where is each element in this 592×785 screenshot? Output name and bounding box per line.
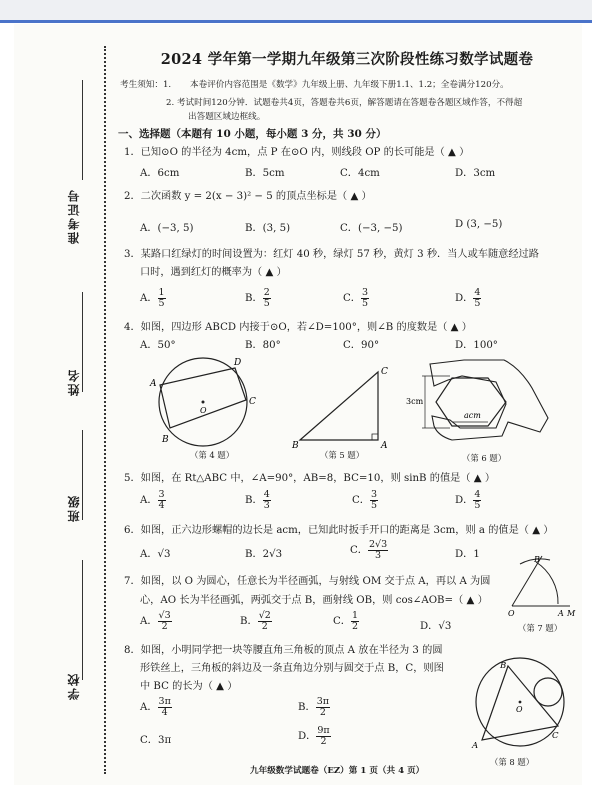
- q1-stem: 1．已知⊙O 的半径为 4cm，点 P 在⊙O 内，则线段 OP 的长可能是（ ▲ ）: [124, 147, 470, 158]
- fig5-label-a: A: [381, 441, 388, 451]
- q3-a-num: 1: [158, 287, 165, 298]
- q6-option-a: A．√3: [140, 549, 171, 560]
- q4-option-d: D．100°: [455, 340, 498, 351]
- fig4-label-o: O: [200, 406, 207, 415]
- q5-b-letter: B．: [245, 495, 263, 506]
- q3-option-d: [455, 288, 481, 308]
- q7-b-fraction: [258, 611, 272, 631]
- fig7-label-b: B: [534, 555, 540, 564]
- q5-c-den: 5: [370, 499, 378, 511]
- q8-option-c: C．3π: [140, 735, 172, 746]
- q8-b-den: 2: [319, 706, 326, 718]
- fig4-label-b: B: [162, 435, 169, 445]
- q3-stem-line1: 3．某路口红绿灯的时间设置为：红灯 40 秒，绿灯 57 秒，黄灯 3 秒．当人或车随意经过路: [124, 249, 539, 260]
- q2-option-a: A．(−3, 5): [140, 223, 194, 234]
- q2-option-b: B．(3, 5): [245, 223, 291, 234]
- q7-option-b: [240, 611, 272, 631]
- fig8-label-b: B: [500, 661, 507, 671]
- tab-accent-strip: [0, 20, 592, 23]
- q5-option-d: [455, 490, 481, 510]
- q8-stem-line2: 形铁丝上，三角板的斜边及一条直角边分别与圆交于点 B，C，则图: [140, 663, 444, 674]
- q5-a-letter: A．: [140, 495, 158, 506]
- exam-title: 2024 学年第一学期九年级第三次阶段性练习数学试题卷: [160, 51, 534, 68]
- q8-a-letter: A．: [140, 702, 158, 713]
- fig6-label-acm: acm: [464, 411, 481, 420]
- q8-a-den: 4: [161, 706, 168, 718]
- q3-d-den: 5: [474, 297, 481, 309]
- q7-a-num: √3: [158, 610, 171, 621]
- q3-d-num: 4: [474, 287, 481, 298]
- fig5-label-c: C: [381, 367, 388, 377]
- q5-d-letter: D．: [455, 495, 474, 506]
- q1-option-b: B．5cm: [245, 168, 285, 179]
- fig8-label-a: A: [472, 741, 479, 751]
- q7-c-letter: C．: [333, 616, 351, 627]
- fig5-right-angle-mark: [372, 434, 378, 440]
- q8-a-fraction: [158, 697, 172, 717]
- fig6-label-3cm: 3cm: [406, 397, 424, 406]
- fig7-caption: （第 7 题）: [518, 623, 563, 633]
- school-blank-line: [82, 560, 83, 680]
- q7-c-fraction: [351, 611, 359, 631]
- q5-a-fraction: [158, 490, 166, 510]
- fig8-center-dot: [519, 701, 522, 704]
- fig7-arc-from-o: [536, 562, 558, 604]
- q7-option-c: [333, 611, 359, 631]
- note-2a: 2. 考试时间120分钟．试题卷共4页，答题卷共6页，解答题请在答题卷各题区域作答，不得超: [166, 98, 523, 108]
- exam-no-blank-line: [82, 80, 83, 180]
- section-heading: 一、选择题（本题有 10 小题，每小题 3 分，共 30 分）: [118, 128, 387, 140]
- fig5-label-b: B: [292, 441, 299, 451]
- q6-c-den: 3: [375, 549, 382, 561]
- q5-d-fraction: [473, 490, 481, 510]
- q8-option-d: [298, 726, 331, 746]
- q7-b-den: 2: [261, 620, 268, 632]
- q8-d-num: 9π: [317, 725, 330, 736]
- figure-8-diagram: [462, 640, 572, 756]
- fig4-center-dot: [202, 401, 205, 404]
- q3-a-fraction: [158, 288, 166, 308]
- q3-a-den: 5: [158, 297, 165, 309]
- fig4-caption: （第 4 题）: [190, 450, 235, 460]
- fig7-label-o: O: [508, 609, 515, 618]
- figure-7-diagram: [498, 552, 574, 622]
- q6-option-c: [350, 540, 388, 560]
- q8-stem-line3: 中 BC 的长为（ ▲ ）: [140, 681, 238, 692]
- q7-stem-line2: 心，AO 长为半径画弧，两弧交于点 B，画射线 OB，则 cos∠AOB=（ ▲ ）: [140, 595, 488, 606]
- q4-option-a: A．50°: [140, 340, 176, 351]
- q1-option-d: D．3cm: [455, 168, 496, 179]
- q3-option-c: [343, 288, 369, 308]
- q3-b-num: 2: [263, 287, 270, 298]
- q7-option-a: [140, 611, 172, 631]
- fig7-label-a: A: [558, 609, 564, 618]
- q8-b-letter: B．: [298, 702, 316, 713]
- binding-dotted-line: [104, 46, 106, 774]
- q5-a-den: 4: [158, 499, 165, 511]
- q3-c-fraction: [361, 288, 369, 308]
- page-footer: 九年级数学试题卷（EZ）第 1 页（共 4 页）: [250, 766, 425, 776]
- q2-option-c: C．(−3, −5): [340, 223, 403, 234]
- q6-c-fraction: [368, 540, 388, 560]
- q6-option-b: B．2√3: [245, 549, 283, 560]
- q8-b-fraction: [316, 697, 330, 717]
- q4-option-c: C．90°: [343, 340, 380, 351]
- q3-b-letter: B．: [245, 293, 263, 304]
- fig7-label-m: M: [567, 609, 576, 618]
- q4-stem: 4．如图，四边形 ABCD 内接于⊙O，若∠D=100°，则∠B 的度数是（ ▲ ）: [124, 322, 472, 333]
- exam-no-label: 准考证号: [67, 188, 81, 244]
- fig5-triangle: [300, 372, 378, 440]
- q2-stem: 2．二次函数 y = 2(x − 3)² − 5 的顶点坐标是（ ▲ ）: [124, 191, 372, 202]
- q8-a-num: 3π: [158, 696, 171, 707]
- notes-lead: 考生须知：1.: [120, 80, 172, 90]
- q8-option-a: [140, 697, 172, 717]
- q3-b-den: 5: [263, 297, 270, 309]
- q7-b-letter: B．: [240, 616, 258, 627]
- q6-option-d: D．1: [455, 549, 480, 560]
- q6-c-letter: C．: [350, 545, 368, 556]
- q8-d-den: 2: [320, 735, 327, 747]
- q6-c-num: 2√3: [368, 539, 388, 550]
- q5-d-den: 5: [474, 499, 481, 511]
- q8-d-letter: D．: [298, 731, 317, 742]
- q5-option-b: [245, 490, 271, 510]
- fig8-caption: （第 8 题）: [490, 757, 535, 767]
- note-2b: 出答题区域边框线。: [188, 112, 266, 122]
- q3-d-fraction: [473, 288, 481, 308]
- q1-option-a: A．6cm: [140, 168, 180, 179]
- q8-b-num: 3π: [316, 696, 329, 707]
- q8-d-fraction: [316, 726, 330, 746]
- q5-c-num: 3: [370, 489, 378, 500]
- figure-4-diagram: [140, 352, 270, 460]
- name-blank-line: [82, 292, 83, 392]
- q5-b-fraction: [263, 490, 271, 510]
- q3-option-a: [140, 288, 166, 308]
- window-top-bar: [0, 0, 592, 23]
- fig4-label-a: A: [150, 379, 157, 389]
- q5-option-c: [352, 490, 378, 510]
- note-1: 本卷评价内容范围是《数学》九年级上册、九年级下册1.1、1.2；全卷满分120分。: [190, 80, 509, 90]
- q5-option-a: [140, 490, 166, 510]
- q7-a-letter: A．: [140, 616, 158, 627]
- q3-stem-line2: 口时，遇到红灯的概率为（ ▲ ）: [140, 267, 287, 278]
- fig4-label-c: C: [249, 397, 256, 407]
- q7-a-den: 2: [161, 620, 168, 632]
- q5-d-num: 4: [474, 489, 481, 500]
- q8-stem-line1: 8．如图，小明同学把一块等腰直角三角板的顶点 A 放在半径为 3 的圆: [124, 645, 443, 656]
- q5-a-num: 3: [158, 489, 165, 500]
- q7-stem-line1: 7．如图，以 O 为圆心，任意长为半径画弧，与射线 OM 交于点 A，再以 A 为圆: [124, 576, 491, 587]
- q7-option-d: D．√3: [420, 621, 452, 632]
- fig5-caption: （第 5 题）: [320, 450, 365, 460]
- fig4-quadrilateral: [160, 368, 246, 428]
- q7-c-den: 2: [351, 620, 359, 632]
- q3-option-b: [245, 288, 271, 308]
- q3-b-fraction: [263, 288, 271, 308]
- school-label: 学校: [67, 672, 81, 700]
- fig6-caption: （第 6 题）: [462, 453, 507, 463]
- class-blank-line: [82, 430, 83, 520]
- fig4-label-d: D: [234, 358, 242, 368]
- fig8-plate-hole: [534, 678, 562, 706]
- q5-b-den: 3: [263, 499, 270, 511]
- figure-6-diagram: [406, 356, 552, 452]
- q1-option-c: C．4cm: [340, 168, 380, 179]
- q3-a-letter: A．: [140, 293, 158, 304]
- q4-option-b: B．80°: [245, 340, 281, 351]
- class-label: 班级: [67, 494, 81, 522]
- q7-a-fraction: [158, 611, 172, 631]
- q2-option-d: D (3, −5): [455, 219, 503, 230]
- q3-d-letter: D．: [455, 293, 474, 304]
- q8-option-b: [298, 697, 330, 717]
- q5-b-num: 4: [263, 489, 270, 500]
- q3-c-letter: C．: [343, 293, 361, 304]
- q6-stem: 6．如图，正六边形螺帽的边长是 acm，已知此时扳手开口的距离是 3cm，则 a 的值是（ ▲ ）: [124, 525, 554, 536]
- q3-c-num: 3: [361, 287, 369, 298]
- q7-c-num: 1: [351, 610, 359, 621]
- q3-c-den: 5: [361, 297, 369, 309]
- figure-5-diagram: [290, 362, 400, 450]
- name-label: 姓名: [67, 368, 81, 396]
- q5-stem: 5．如图，在 Rt△ABC 中，∠A=90°，AB=8，BC=10，则 sinB 的值是（ ▲ ）: [124, 473, 496, 484]
- q7-b-num: √2: [258, 610, 271, 621]
- q5-c-fraction: [370, 490, 378, 510]
- q5-c-letter: C．: [352, 495, 370, 506]
- fig8-label-o: O: [516, 705, 523, 714]
- fig8-label-c: C: [552, 731, 559, 741]
